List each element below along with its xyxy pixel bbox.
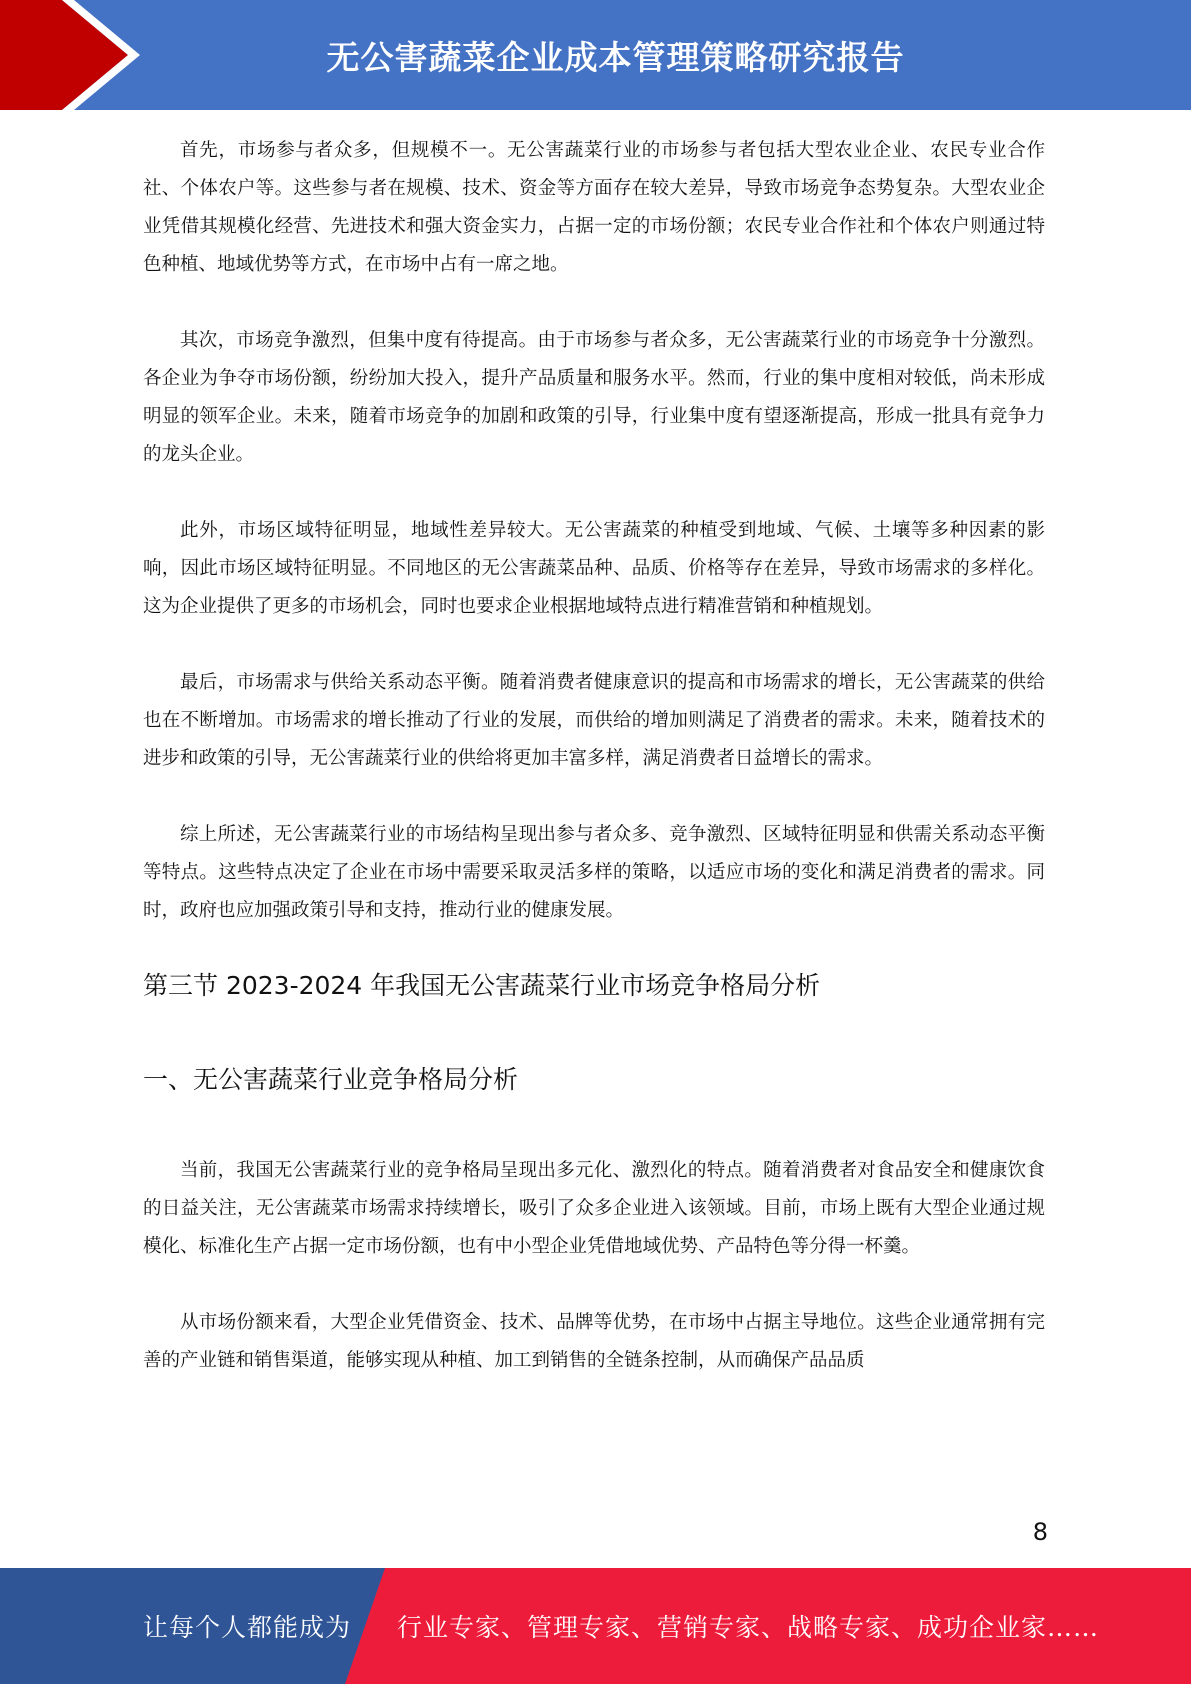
page-body	[143, 132, 1045, 1380]
paragraph-6: 当前，我国无公害蔬菜行业的竞争格局呈现出多元化、激烈化的特点。随着消费者对食品安全和健康饮食的日益关注，无公害蔬菜市场需求持续增长，吸引了众多企业进入该领域。目前，市场上既有大型企业通过规模化、标准化生产占据一定市场份额，也有中小型企业凭借地域优势、产品特色等分得一杯羹。	[143, 1160, 1045, 1257]
paragraph-4: 最后，市场需求与供给关系动态平衡。随着消费者健康意识的提高和市场需求的增长，无公害蔬菜的供给也在不断增加。市场需求的增长推动了行业的发展，而供给的增加则满足了消费者的需求。未来，随着技术的进步和政策的引导，无公害蔬菜行业的供给将更加丰富多样，满足消费者日益增长的需求。	[143, 672, 1045, 769]
header-arrow-decoration	[0, 0, 150, 110]
document-title: 无公害蔬菜企业成本管理策略研究报告	[326, 37, 905, 77]
page-number: 8	[1032, 1518, 1048, 1546]
paragraph-2: 其次，市场竞争激烈，但集中度有待提高。由于市场参与者众多，无公害蔬菜行业的市场竞争十分激烈。各企业为争夺市场份额，纷纷加大投入，提升产品质量和服务水平。然而，行业的集中度相对较低，尚未形成明显的领军企业。未来，随着市场竞争的加剧和政策的引导，行业集中度有望逐渐提高，形成一批具有竞争力的龙头企业。	[143, 330, 1045, 465]
section-heading: 第三节 2023-2024 年我国无公害蔬菜行业市场竞争格局分析	[143, 971, 821, 1000]
paragraph-3: 此外，市场区域特征明显，地域性差异较大。无公害蔬菜的种植受到地域、气候、土壤等多种因素的影响，因此市场区域特征明显。不同地区的无公害蔬菜品种、品质、价格等存在差异，导致市场需求的多样化。这为企业提供了更多的市场机会，同时也要求企业根据地域特点进行精准营销和种植规划。	[143, 520, 1045, 617]
paragraph-1: 首先，市场参与者众多，但规模不一。无公害蔬菜行业的市场参与者包括大型农业企业、农民专业合作社、个体农户等。这些参与者在规模、技术、资金等方面存在较大差异，导致市场竞争态势复杂。大型农业企业凭借其规模化经营、先进技术和强大资金实力，占据一定的市场份额；农民专业合作社和个体农户则通过特色种植、地域优势等方式，在市场中占有一席之地。	[143, 140, 1045, 275]
paragraph-5: 综上所述，无公害蔬菜行业的市场结构呈现出参与者众多、竞争激烈、区域特征明显和供需关系动态平衡等特点。这些特点决定了企业在市场中需要采取灵活多样的策略，以适应市场的变化和满足消费者的需求。同时，政府也应加强政策引导和支持，推动行业的健康发展。	[143, 824, 1045, 921]
page-footer	[0, 1568, 1191, 1684]
footer-slogan-left: 让每个人都能成为	[143, 1613, 352, 1642]
footer-slogan-right: 行业专家、管理专家、营销专家、战略专家、成功企业家……	[397, 1613, 1100, 1642]
subsection-heading: 一、无公害蔬菜行业竞争格局分析	[143, 1065, 519, 1094]
paragraph-7: 从市场份额来看，大型企业凭借资金、技术、品牌等优势，在市场中占据主导地位。这些企业通常拥有完善的产业链和销售渠道，能够实现从种植、加工到销售的全链条控制，从而确保产品品质	[143, 1312, 1045, 1371]
page-header	[0, 0, 1191, 110]
